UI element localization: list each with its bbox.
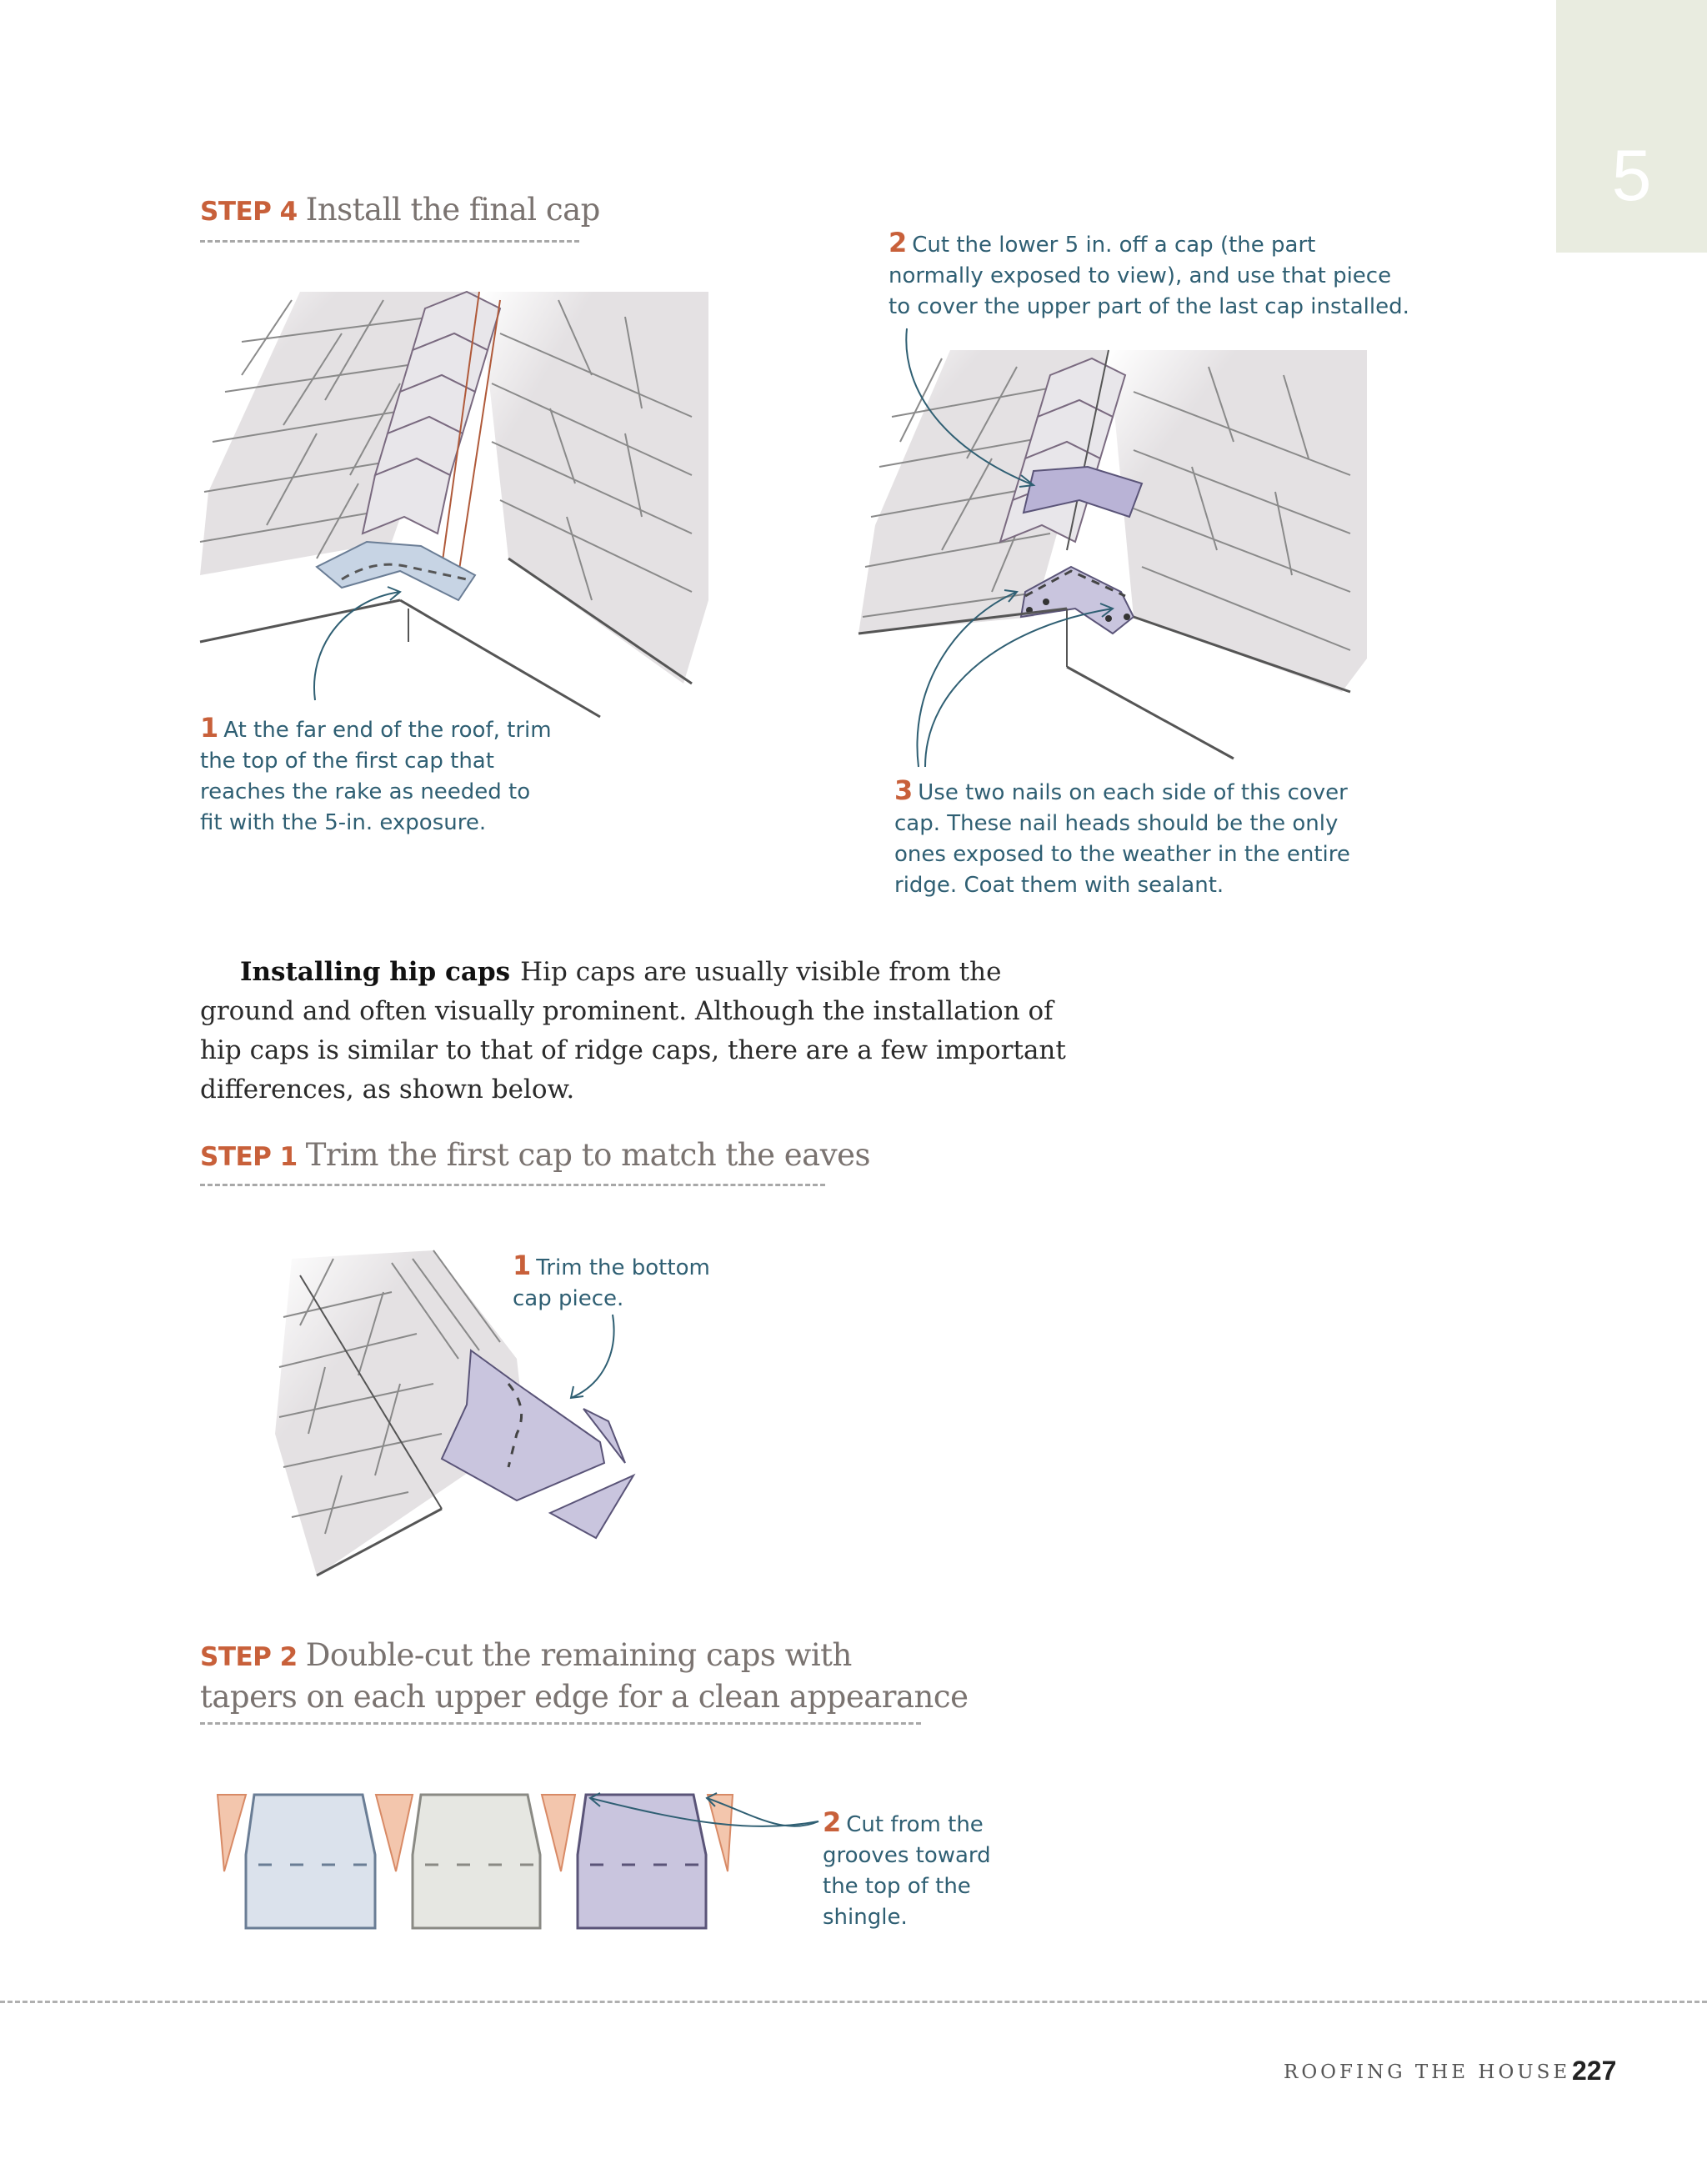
step2-title-line1: Double-cut the remaining caps with [305,1637,852,1673]
chapter-number: 5 [1611,136,1652,216]
step1-callout-arrow [567,1313,633,1405]
step4-callout3-arrows [909,584,1125,775]
page-number: 227 [1572,2056,1617,2086]
step2-heading [200,1635,968,1716]
footer-section-title: ROOFING THE HOUSE [1284,2061,1571,2083]
step4-callout1-arrow [308,584,408,709]
callout-text: Use two nails on each side of this cover cap. These nail heads should be the only ones exposed to the weather in the entire ridge. Coat them with sealant. [894,780,1350,898]
paragraph-lead: Installing hip caps [240,957,511,987]
step4-callout1 [200,713,558,839]
callout-number: 1 [513,1250,532,1281]
step1-heading [200,1135,870,1177]
step4-callout3 [894,775,1394,901]
step1-label: STEP 1 [200,1142,298,1172]
step1-rule [200,1184,825,1186]
callout-number: 2 [823,1806,842,1838]
callout-text: At the far end of the roof, trim the top of the first cap that reaches the rake as needed to fit with the 5-in. exposure. [200,718,552,835]
callout-text: Trim the bottom cap piece. [513,1255,710,1311]
callout-text: Cut the lower 5 in. off a cap (the part normally exposed to view), and use that piece to cover the upper part of the last cap installed. [889,233,1409,319]
footer-rule [0,2001,1707,2003]
callout-number: 1 [200,712,219,744]
step1-title: Trim the first cap to match the eaves [305,1137,871,1173]
step2-callout-arrows [583,1788,825,1855]
step2-rule [200,1722,921,1725]
step4-rule [200,240,579,243]
step4-heading [200,190,600,232]
step1-callout1 [513,1250,729,1315]
callout-number: 2 [889,227,908,258]
step2-callout2 [823,1807,1014,1933]
step4-callout2 [889,228,1414,323]
callout-text: Cut from the grooves toward the top of the shingle. [823,1812,991,1930]
step4-callout2-arrow [900,327,1050,493]
step2-title-line2: tapers on each upper edge for a clean appearance [200,1679,969,1715]
hip-caps-paragraph [200,953,1067,1110]
step2-label: STEP 2 [200,1642,298,1672]
step4-title: Install the final cap [305,192,600,228]
paragraph-text: Hip caps are usually visible from the ground and often visually prominent. Although the installation of hip caps is similar to that of ridge caps, there are a few important differences, as shown below. [200,957,1066,1105]
step4-illustration-left [192,283,725,734]
step4-label: STEP 4 [200,197,298,227]
callout-number: 3 [894,774,914,806]
